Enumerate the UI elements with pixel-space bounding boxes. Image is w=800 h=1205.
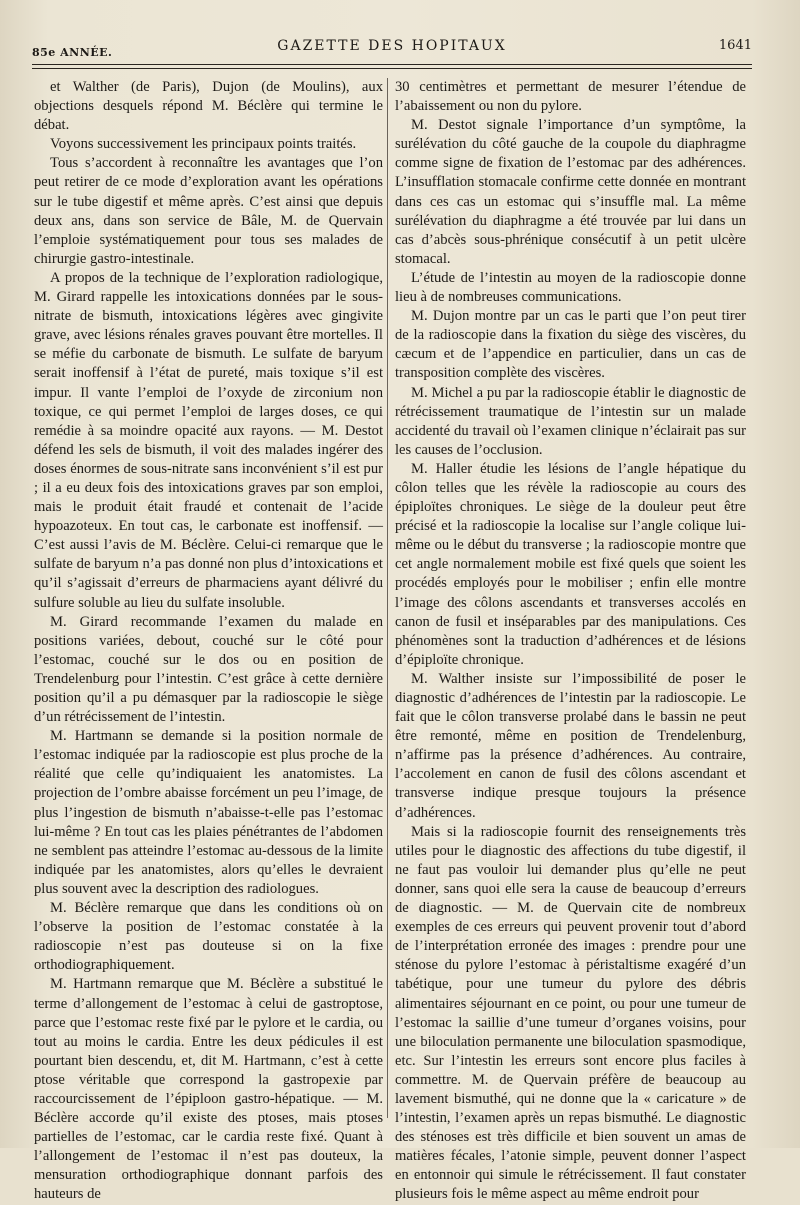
page-number: 1641 [718,38,752,53]
left-column [34,78,383,1205]
header-rule-top [32,64,752,65]
page-header [32,38,752,62]
right-column [395,78,746,1205]
paragraph: M. Hartmann remarque que M. Béclère a substitué le terme d’allongement de l’estomac à celui de gastroptose, parce que l’estomac reste fixé par le pylore et le cardia, ou tout au moins le cardia. Entre les deux pédicules il est pourtant bien descendu, et, dit M. Hartmann, c’est à cette ptose véritable que correspond la gastropexie par raccourcissement de l’épiploon gastro-hépatique. — M. Béclère accorde qu’il existe des ptoses, mais ptoses partielles de l’estomac, car le cardia reste fixé. Quant à l’allongement de l’estomac il n’est pas douteux, la mensuration orthodiographique donnant parfois des hauteurs de [34,976,383,1203]
journal-title: GAZETTE DES HOPITAUX [277,38,507,54]
column-divider [387,78,388,1118]
paragraph: A propos de la technique de l’exploration radiologique, M. Girard rappelle les intoxications données par le sous-nitrate de bismuth, intoxications légères avec gingivite grave, avec lésions rénales graves pouvant être mortelles. Il se méfie du carbonate de bismuth. Le sulfate de baryum serait inoffensif à l’état de pureté, mais toxique s’il est impur. Il vante l’emploi de l’oxyde de zirconium non toxique, ce qui permet l’emploi de larges doses, ce qui remédie à sa moindre opacité aux rayons. — M. Destot défend les sels de bismuth, il voit des malades ingérer des doses énormes de sous-nitrate sans inconvénient s’il est pur ; il a eu deux fois des intoxications graves par son emploi, mais le produit était fraudé et contenait de l’acide hypoazoteux. En tout cas, le carbonate est inoffensif. — C’est aussi l’avis de M. Béclère. Celui-ci remarque que le sulfate de baryum n’a pas donné non plus d’intoxications et qu’il s’agissait d’erreurs de pharmaciens ayant délivré du sulfure soluble au lieu du sulfate insoluble. [34,269,383,611]
paragraph: M. Destot signale l’importance d’un symptôme, la surélévation du côté gauche de la coupole du diaphragme comme signe de fixation de l’estomac par des adhérences. L’insufflation stomacale confirme cette donnée en montrant dans ces cas un estomac qui s’insuffle mal. La même surélévation du diaphragme a été trouvée par lui dans un cas d’abcès sous-phrénique consécutif à un petit ulcère stomacal. [395,117,746,267]
paragraph: 30 centimètres et permettant de mesurer l’étendue de l’abaissement ou non du pylore. [395,79,746,115]
paragraph: et Walther (de Paris), Dujon (de Moulins), aux objections desquels répond M. Béclère qui termine le débat. [34,79,383,134]
paragraph: Mais si la radioscopie fournit des renseignements très utiles pour le diagnostic des affections du tube digestif, il ne faut pas vouloir lui demander plus qu’elle ne peut donner, sans quoi elle sera la cause de beaucoup d’erreurs de diagnostic. — M. de Quervain cite de nombreux exemples de ces erreurs qui peuvent provenir tout d’abord de l’interprétation erronée des images : prendre pour une sténose du pylore l’estomac à péristaltisme exagéré d’un tabétique, pour une tumeur du pylore des débris alimentaires séjournant en ce point, ou pour une tumeur de l’estomac la saillie d’une tumeur d’organes voisins, pour une biloculation permanente une biloculation spasmodique, etc. Sur l’intestin les erreurs sont encore plus faciles à commettre. M. de Quervain préfère de beaucoup au lavement bismuthé, qui ne donne que la « caricature » de l’intestin, l’examen après un repas bismuthé. Le diagnostic des sténoses est très difficile et bien souvent un amas de matières fécales, l’atonie simple, peuvent donner l’aspect en entonnoir qui simule le rétrécissement. Il faut constater plusieurs fois le même aspect au même endroit pour [395,823,746,1203]
issue-label: 85e ANNÉE. [32,46,113,59]
paragraph: M. Haller étudie les lésions de l’angle hépatique du côlon telles que les révèle la radioscopie au cours des épiploïtes chroniques. Le siège de la douleur peut être précisé et la radioscopie la localise sur l’angle colique lui-même ou le début du transverse ; la radioscopie montre que cet angle normalement mobile est fixé quels que soient les procédés employés pour le mobiliser ; enfin elle montre l’image des côlons ascendants et transverses accolés en canon de fusil et inséparables par des manipulations. Ces phénomènes sont la traduction d’adhérences et de lésions d’épiploïte chronique. [395,460,746,668]
paragraph: M. Walther insiste sur l’impossibilité de poser le diagnostic d’adhérences de l’intestin par la radioscopie. Le fait que le côlon transverse prolabé dans le bassin ne peut être remonté, même en position de Trendelenburg, n’affirme pas la présence d’adhérences. Au contraire, l’accolement en canon de fusil des côlons ascendant et transverse indique presque toujours la présence d’adhérences. [395,670,746,821]
paragraph: M. Michel a pu par la radioscopie établir le diagnostic de rétrécissement traumatique de l’intestin sur un malade accidenté du travail où l’examen clinique n’éclairait pas sur les causes de l’occlusion. [395,384,746,458]
paragraph: Voyons successivement les principaux points traités. [50,136,357,153]
paragraph: M. Béclère remarque que dans les conditions où on l’observe la position de l’estomac constatée à la radioscopie n’est pas douteuse si on la fixe orthodiographiquement. [34,900,383,974]
paragraph: M. Dujon montre par un cas le parti que l’on peut tirer de la radioscopie dans la fixation du siège des viscères, du cæcum et de l’appendice en particulier, dans un cas de transposition complète des viscères. [395,308,746,382]
paragraph: L’étude de l’intestin au moyen de la radioscopie donne lieu à de nombreuses communications. [395,269,746,306]
paragraph: M. Girard recommande l’examen du malade en positions variées, debout, couché sur le côté pour l’estomac, couché sur le dos ou en position de Trendelenburg pour l’intestin. C’est grâce à cette dernière position qu’il a pu démasquer par la radioscopie le siège d’un rétrécissement de l’intestin. [34,613,383,726]
paragraph: M. Hartmann se demande si la position normale de l’estomac indiquée par la radioscopie est plus proche de la réalité que celle qu’indiquaient les anatomistes. La projection de l’ombre abaisse forcément un peu l’image, de plus l’ingestion de bismuth n’abaisse-t-elle pas l’estomac lui-même ? En tout cas les plaies pénétrantes de l’abdomen ne semblent pas atteindre l’estomac au-dessous de la limite indiquée par les anatomistes, alors qu’elles le devraient plus souvent avec la description des radiologues. [34,728,383,897]
header-rule-bottom [32,68,752,69]
paragraph: Tous s’accordent à reconnaître les avantages que l’on peut retirer de ce mode d’exploration avant les opérations sur le tube digestif et même après. C’est ainsi que depuis deux ans, dans son service de Bâle, M. de Quervain l’emploie systématiquement pour tous ses malades de chirurgie gastro-intestinale. [34,155,383,267]
